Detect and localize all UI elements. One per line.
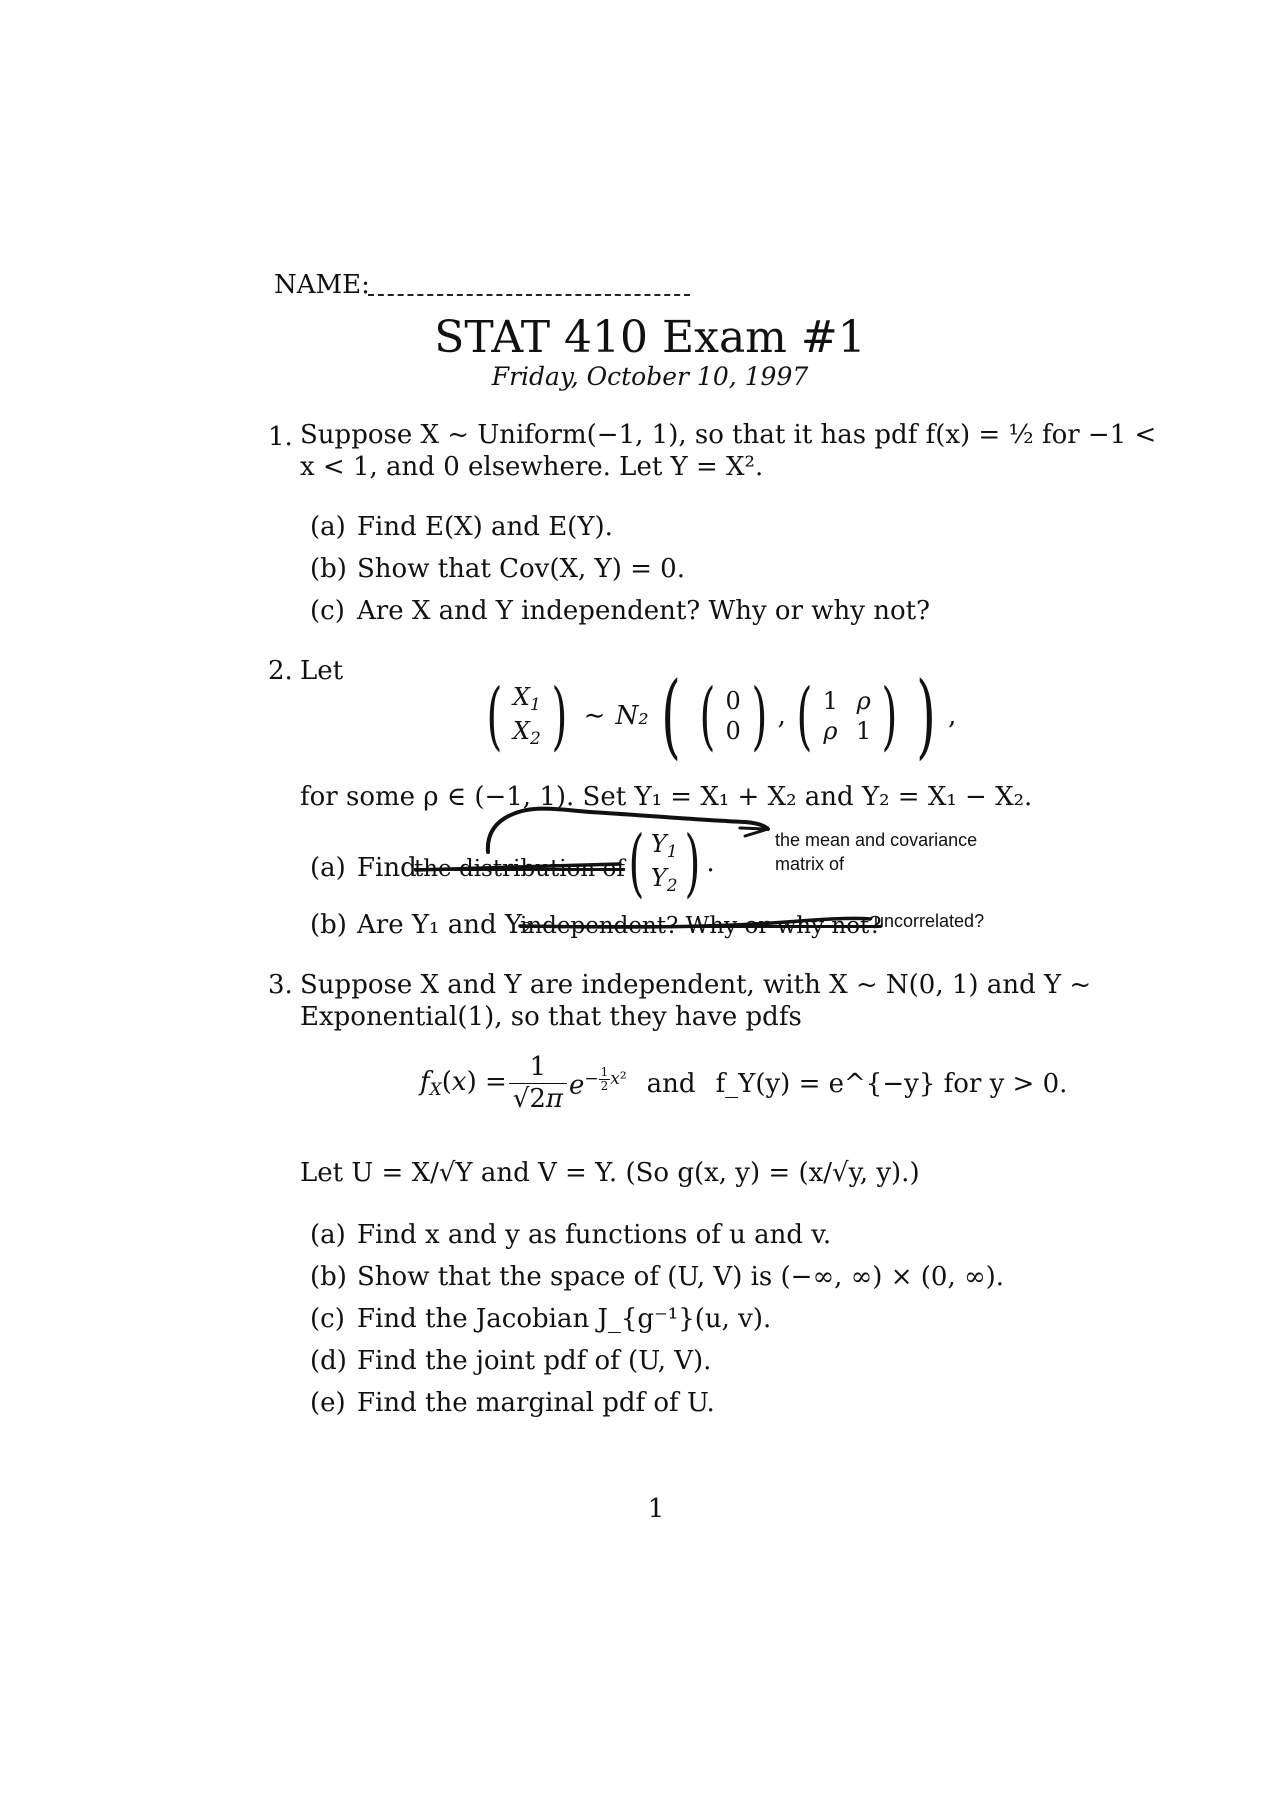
q1-part-a-text: Find E(X) and E(Y). xyxy=(357,512,613,542)
q1-part-b-text: Show that Cov(X, Y) = 0. xyxy=(357,554,685,584)
name-blank-line xyxy=(368,294,690,296)
exam-title: STAT 410 Exam #1 xyxy=(434,312,866,363)
q3-line2: Exponential(1), so that they have pdfs xyxy=(300,1002,802,1032)
exam-date: Friday, October 10, 1997 xyxy=(491,362,809,391)
q1-part-b-label: (b) xyxy=(310,554,347,584)
page-number: 1 xyxy=(647,1494,665,1524)
exp-term: $e^{- \frac{1}{2} x^2}$ xyxy=(568,1065,627,1101)
left-paren-icon: ( xyxy=(628,820,645,906)
q1-line2: x < 1, and 0 elsewhere. Let Y = X². xyxy=(300,452,764,482)
q1-line1: Suppose X ~ Uniform(−1, 1), so that it has pdf f(x) = ½ for −1 < xyxy=(300,420,1157,450)
q3-part-a-text: Find x and y as functions of u and v. xyxy=(357,1220,832,1250)
q3-number: 3. xyxy=(268,970,293,1000)
q3-let-line: Let U = X/√Y and V = Y. (So g(x, y) = (x/√y, y).) xyxy=(300,1158,920,1188)
normal-constant-fraction: $\frac{1}{√2\pi}$ xyxy=(513,1052,563,1115)
mean-vector: 0 0 xyxy=(725,687,741,745)
q2-y-vector: ( $Y_1$ $Y_2$ ) . xyxy=(628,820,715,906)
q3-line1: Suppose X and Y are independent, with X ~ N(0, 1) and Y ~ xyxy=(300,970,1092,1000)
q2-part-b-struck-text xyxy=(520,913,882,939)
q3-part-e-text: Find the marginal pdf of U. xyxy=(357,1388,715,1418)
q2-part-b-text: Are Y₁ and Y₂ xyxy=(357,910,533,940)
left-paren-icon: ( xyxy=(486,673,503,759)
left-paren-icon: ( xyxy=(699,673,715,759)
q1-part-c-label: (c) xyxy=(310,596,345,626)
q3-part-c-label: (c) xyxy=(310,1304,345,1334)
tilde-symbol: ∼ xyxy=(583,701,606,731)
q3-part-c-text: Find the Jacobian J_{g⁻¹}(u, v). xyxy=(357,1304,772,1334)
period-symbol: . xyxy=(706,848,715,878)
outer-left-paren-icon: ( xyxy=(660,662,681,769)
q3-part-e-label: (e) xyxy=(310,1388,346,1418)
q2-part-a-label: (a) xyxy=(310,853,346,883)
q3-part-d-label: (d) xyxy=(310,1346,347,1376)
comma-symbol: , xyxy=(777,701,786,731)
comma-symbol: , xyxy=(948,701,957,731)
pdf-and: and xyxy=(646,1068,696,1099)
right-paren-icon: ) xyxy=(881,673,898,759)
fy-pdf: f_Y(y) = e^{−y} for y > 0. xyxy=(715,1068,1068,1099)
handwritten-note-a: the mean and covariance matrix of xyxy=(775,830,978,875)
normal-dist-symbol: N₂ xyxy=(615,701,649,731)
q2-after: for some ρ ∈ (−1, 1). Set Y₁ = X₁ + X₂ and Y₂ = X₁ − X₂. xyxy=(300,782,1033,812)
q1-part-a-label: (a) xyxy=(310,512,346,542)
covariance-matrix: 1 ρ ρ 1 xyxy=(822,687,872,745)
q3-part-b-label: (b) xyxy=(310,1262,347,1292)
q1-number: 1. xyxy=(268,422,293,452)
q3-pdf-formula xyxy=(420,1052,1067,1115)
q3-part-b-text: Show that the space of (U, V) is (−∞, ∞) × (0, ∞). xyxy=(357,1262,1005,1292)
right-paren-icon: ) xyxy=(751,673,768,759)
q3-part-a-label: (a) xyxy=(310,1220,346,1250)
name-label: NAME: xyxy=(274,270,370,300)
outer-right-paren-icon: ) xyxy=(916,662,936,769)
q2-part-b-label: (b) xyxy=(310,910,347,940)
struck-text: the distribution of xyxy=(414,856,625,882)
handwritten-note-b: uncorrelated? xyxy=(874,911,985,931)
q2-part-a-struck-text xyxy=(414,856,625,882)
q2-intro: Let xyxy=(300,656,344,686)
struck-text: independent? Why or why not? xyxy=(520,913,882,939)
right-paren-icon: ) xyxy=(684,820,700,906)
right-paren-icon: ) xyxy=(551,673,568,759)
q1-part-c-text: Are X and Y independent? Why or why not? xyxy=(357,596,931,626)
q2-number: 2. xyxy=(268,656,293,686)
q2-part-a-find: Find xyxy=(357,853,417,883)
x-vector: $X_1$ $X_2$ xyxy=(512,682,541,749)
arrow-head-stroke xyxy=(740,828,768,836)
left-paren-icon: ( xyxy=(796,673,813,759)
q3-part-d-text: Find the joint pdf of (U, V). xyxy=(357,1346,712,1376)
q2-distribution-formula xyxy=(480,662,957,769)
fx-lhs: $f_X(x)$ = xyxy=(420,1067,507,1101)
